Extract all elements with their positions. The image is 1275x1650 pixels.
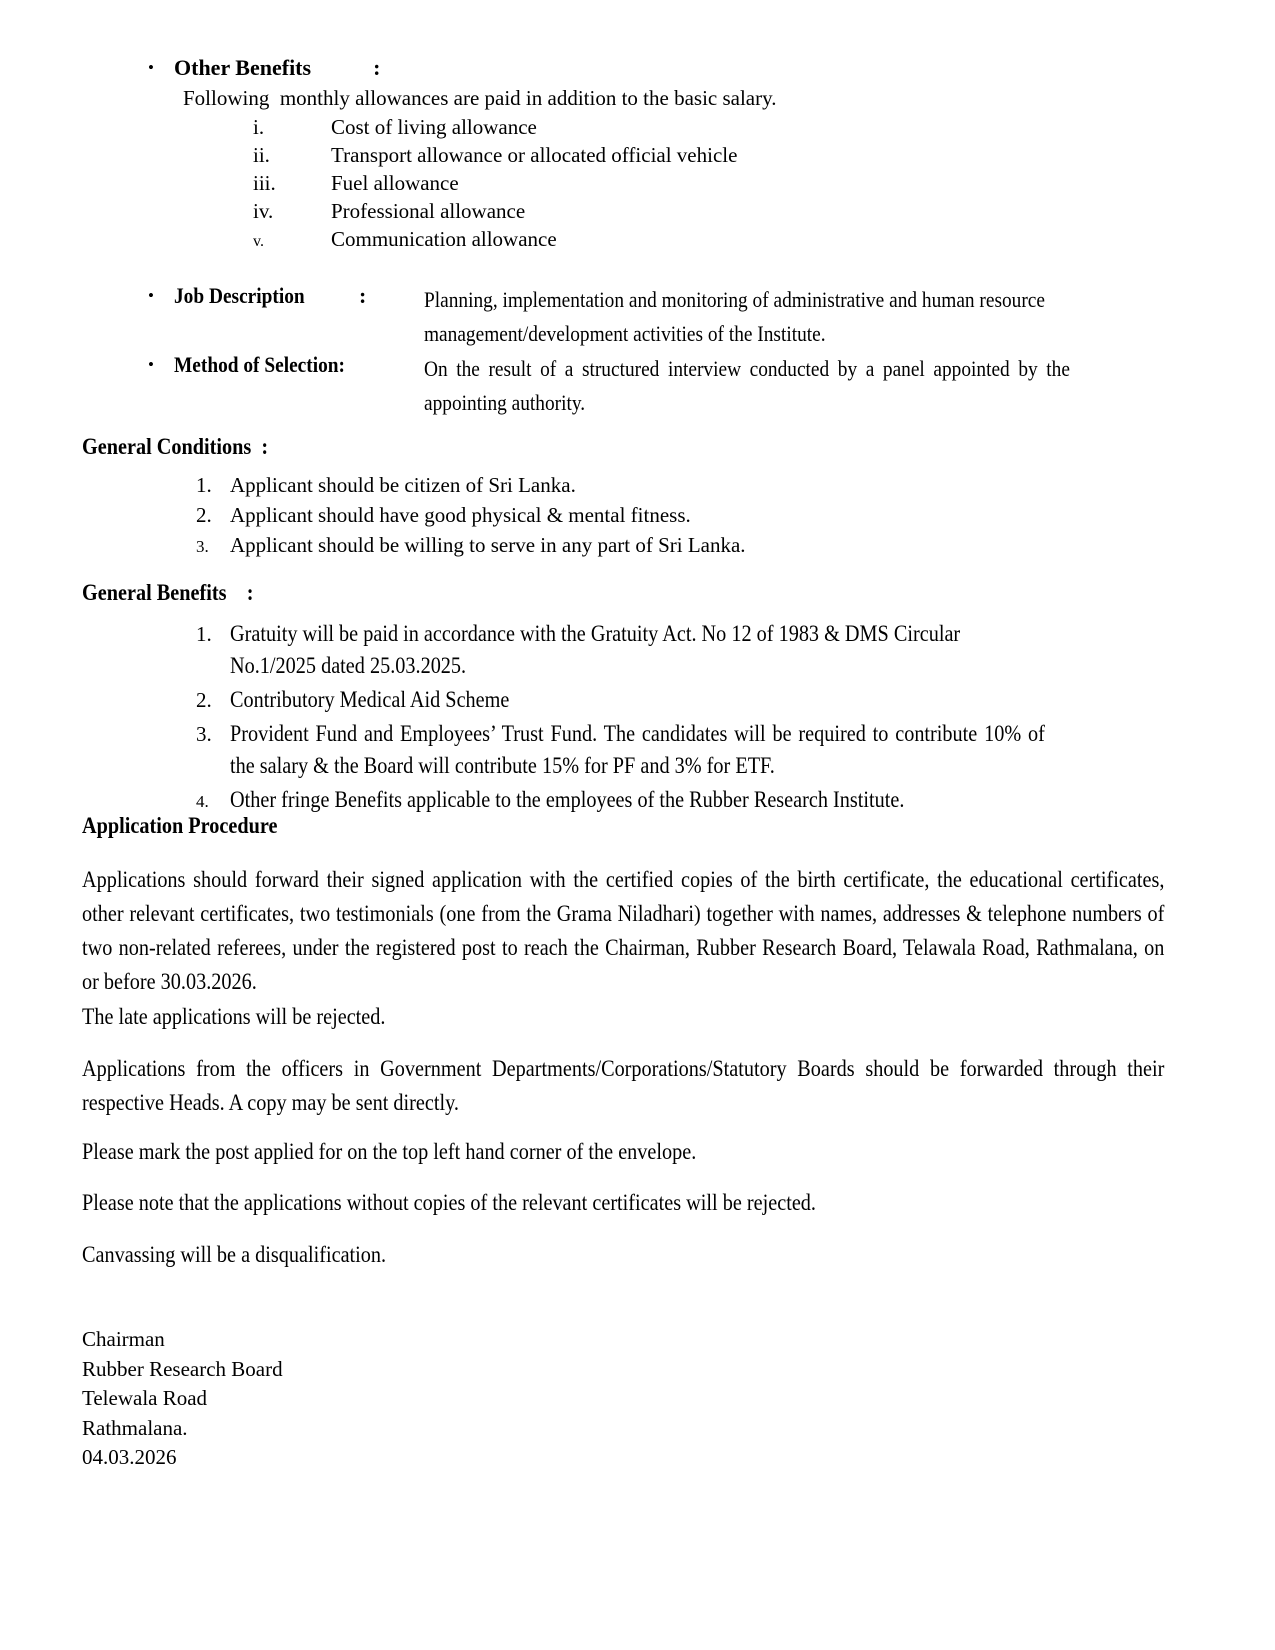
other-benefits-intro: Following monthly allowances are paid in addition to the basic salary. <box>183 86 777 110</box>
list-item-label: Provident Fund and Employees’ Trust Fund. The candidates will be required to contribute 10% of the salary & the Board will contribute 15% for PF and 3% for ETF. <box>230 721 1045 778</box>
signature-line-organisation: Rubber Research Board <box>82 1356 283 1381</box>
list-item-label: Professional allowance <box>331 199 526 223</box>
signature-line-street: Telewala Road <box>82 1386 208 1410</box>
application-procedure-paragraph-4: Please mark the post applied for on the top left hand corner of the envelope. <box>82 1139 697 1164</box>
signature-block <box>82 1325 283 1473</box>
list-item-label: Communication allowance <box>331 227 557 251</box>
list-item-label: Applicant should have good physical & mental fitness. <box>230 503 691 527</box>
bullet-icon: • <box>148 286 154 305</box>
bullet-icon: • <box>148 355 154 374</box>
other-benefits-colon: : <box>373 55 381 80</box>
other-benefits-label: Other Benefits <box>174 55 312 80</box>
application-procedure-paragraph-1: Applications should forward their signed application with the certified copies of the birth certificate, the educational certificates, other relevant certificates, two testimonials (one from the Grama Niladhari) together with names, addresses & telephone numbers of two non-related referees, under the registered post to reach the Chairman, Rubber Research Board, Telawala Road, Rathmalana, on or before 30.03.2026. <box>82 867 1165 994</box>
bullet-icon: • <box>148 58 154 77</box>
list-item <box>253 141 1013 169</box>
list-item-label: Applicant should be willing to serve in any part of Sri Lanka. <box>230 533 746 557</box>
general-conditions-list <box>196 470 1026 562</box>
list-item <box>253 225 1013 256</box>
job-description-text: Planning, implementation and monitoring of administrative and human resource management/development activities of the Institute. <box>424 287 1046 346</box>
application-procedure-paragraph-5: Please note that the applications without copies of the relevant certificates will be rejected. <box>82 1190 816 1215</box>
list-item-marker: 3. <box>196 537 209 556</box>
list-item <box>196 684 1156 716</box>
list-item <box>196 500 1026 530</box>
job-description-row <box>148 283 1158 351</box>
job-description-colon: : <box>359 283 367 308</box>
list-item-marker: v. <box>253 233 264 250</box>
list-item-marker: 2. <box>196 688 212 712</box>
list-item <box>196 470 1026 500</box>
list-item <box>253 113 1013 141</box>
job-description-label: Job Description <box>174 283 305 308</box>
list-item-marker: 2. <box>196 503 212 527</box>
method-of-selection-label: Method of Selection: <box>174 352 345 377</box>
list-item-marker: 4. <box>196 792 209 811</box>
signature-line-date: 04.03.2026 <box>82 1445 177 1469</box>
list-item <box>196 530 1026 562</box>
list-item-marker: i. <box>253 115 265 139</box>
application-procedure-paragraph-6: Canvassing will be a disqualification. <box>82 1242 387 1267</box>
method-of-selection-row <box>148 352 1158 420</box>
list-item-label: Transport allowance or allocated official vehicle <box>331 143 738 167</box>
list-item-label: Fuel allowance <box>331 171 459 195</box>
list-item-label: Cost of living allowance <box>331 115 537 139</box>
signature-line-city: Rathmalana. <box>82 1415 188 1440</box>
method-of-selection-text: On the result of a structured interview conducted by a panel appointed by the appointing authority. <box>424 356 1070 415</box>
other-benefits-list <box>253 113 1013 256</box>
list-item-marker: iii. <box>253 171 276 195</box>
list-item <box>196 618 1156 682</box>
application-procedure-paragraph-3: Applications from the officers in Government Departments/Corporations/Statutory Boards should be forwarded through their respective Heads. A copy may be sent directly. <box>82 1056 1165 1115</box>
list-item-label: Applicant should be citizen of Sri Lanka. <box>230 473 576 497</box>
list-item-label: Gratuity will be paid in accordance with the Gratuity Act. No 12 of 1983 & DMS Circular No.1/2025 dated 25.03.2025. <box>230 621 961 678</box>
list-item-marker: 1. <box>196 473 212 497</box>
list-item <box>196 718 1156 782</box>
signature-line-role: Chairman <box>82 1327 165 1351</box>
list-item-marker: iv. <box>253 199 274 223</box>
list-item-marker: ii. <box>253 143 270 167</box>
list-item <box>253 197 1013 225</box>
general-benefits-list <box>196 618 1156 818</box>
list-item <box>196 784 1156 818</box>
list-item <box>253 169 1013 197</box>
general-benefits-heading: General Benefits : <box>82 580 254 605</box>
list-item-label: Other fringe Benefits applicable to the employees of the Rubber Research Institute. <box>230 787 905 812</box>
list-item-marker: 1. <box>196 622 212 646</box>
application-procedure-heading: Application Procedure <box>82 813 278 838</box>
application-procedure-paragraph-2: The late applications will be rejected. <box>82 1004 386 1029</box>
list-item-label: Contributory Medical Aid Scheme <box>230 687 510 712</box>
list-item-marker: 3. <box>196 722 212 746</box>
general-conditions-heading: General Conditions : <box>82 434 269 459</box>
other-benefits-bullet-row <box>148 55 380 81</box>
